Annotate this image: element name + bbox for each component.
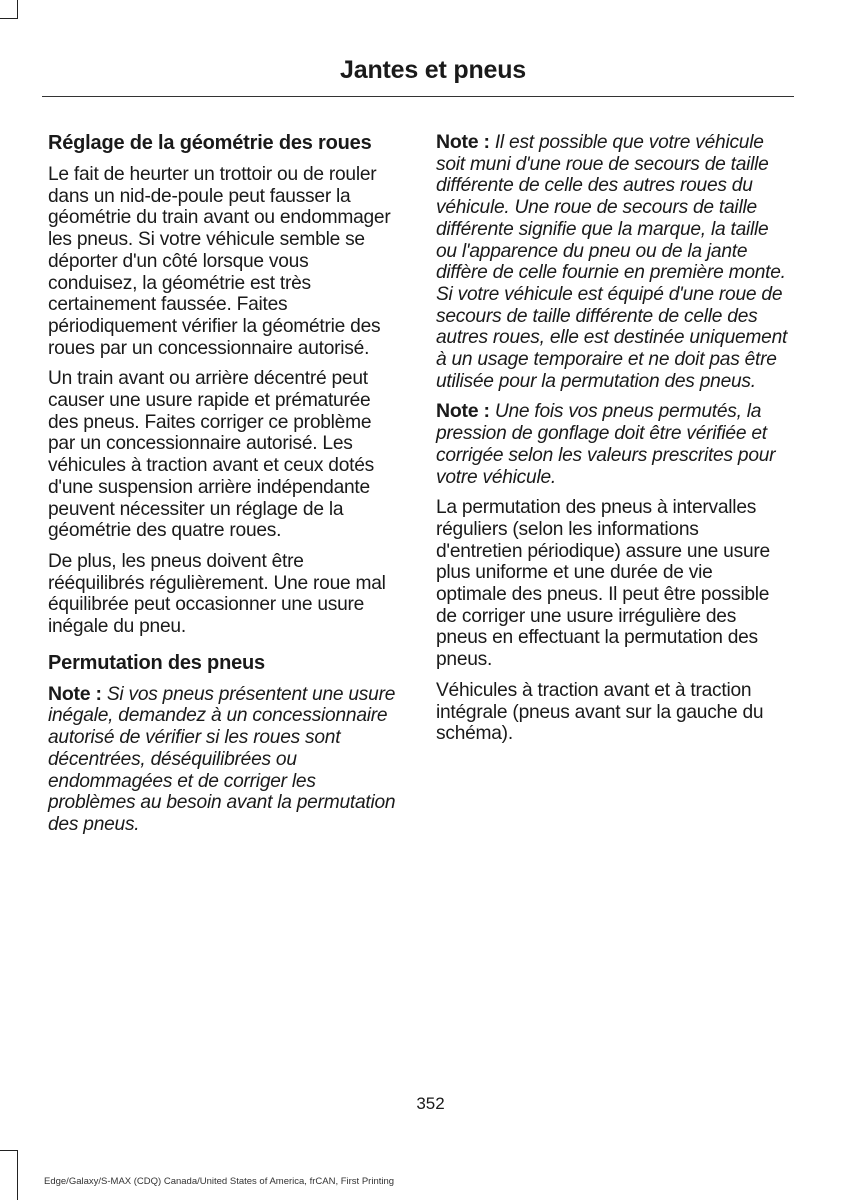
section-heading-rotation: Permutation des pneus [48, 651, 265, 674]
paragraph-misaligned-axle: Un train avant ou arrière décentré peut causer une usure rapide et prématurée des pneus. Faites corriger ce problème par un concessionnaire autorisé. Les véhicules à traction avant et ceux dotés d'une suspension arrière indépendante peuvent nécessiter un réglage de la géométrie des quatre roues. [48, 368, 374, 542]
paragraph-rotation-intervals: La permutation des pneus à intervalles réguliers (selon les informations d'entretien périodique) assure une usure plus uniforme et une durée de vie optimale des pneus. Il peut être possible de corriger une usure irrégulière des pneus en effectuant la permutation des pneus. [436, 497, 770, 671]
note-tire-pressure [436, 401, 788, 488]
page-number: 352 [416, 1094, 445, 1113]
note-uneven-wear [48, 684, 400, 836]
note-text: Si vos pneus présentent une usure inégale, demandez à un concessionnaire autorisé de vérifier si les roues sont décentrées, déséquilibrées ou endommagées et de corriger les problèmes au besoin avant la permutation des pneus. [48, 683, 396, 835]
section-heading-alignment: Réglage de la géométrie des roues [48, 132, 372, 154]
print-info: Edge/Galaxy/S-MAX (CDQ) Canada/United States of America, frCAN, First Printing [44, 1176, 395, 1187]
paragraph-front-wheel-drive: Véhicules à traction avant et à traction intégrale (pneus avant sur la gauche du schéma). [436, 679, 764, 745]
crop-mark [0, 18, 18, 19]
note-text: Il est possible que votre véhicule soit muni d'une roue de secours de taille différente de celle des autres roues du véhicule. Une roue de secours de taille différente signifie que la marque, la taille ou l'apparence du pneu ou de la jante diffère de celle fournie en première monte. Si votre véhicule est équipé d'une roue de secours de taille différente de celle des autres roues, elle est destinée uniquement à un usage temporaire et ne doit pas être utilisée pour la permutation des pneus. [436, 132, 788, 392]
paragraph-balancing: De plus, les pneus doivent être rééquilibrés régulièrement. Une roue mal équilibrée peut occasionner une usure inégale du pneu. [48, 550, 386, 638]
note-label: Note : [436, 131, 490, 153]
crop-mark [17, 0, 18, 18]
page-header [42, 52, 794, 97]
note-label: Note : [48, 682, 102, 705]
crop-mark [0, 1150, 18, 1151]
left-column [48, 132, 400, 845]
right-column [436, 132, 788, 754]
crop-mark [17, 1150, 18, 1200]
paragraph-curb-impact: Le fait de heurter un trottoir ou de rouler dans un nid-de-poule peut fausser la géométrie du train avant ou endommager les pneus. Si votre véhicule semble se déporter d'un côté lorsque vous conduisez, la géométrie est très certainement faussée. Faites périodiquement vérifier la géométrie des roues par un concessionnaire autorisé. [48, 164, 391, 359]
page-title: Jantes et pneus [340, 56, 526, 84]
note-spare-wheel [436, 132, 788, 392]
note-text: Une fois vos pneus permutés, la pression de gonflage doit être vérifiée et corrigée selon les valeurs prescrites pour votre véhicule. [436, 401, 776, 488]
note-label: Note : [436, 400, 490, 423]
